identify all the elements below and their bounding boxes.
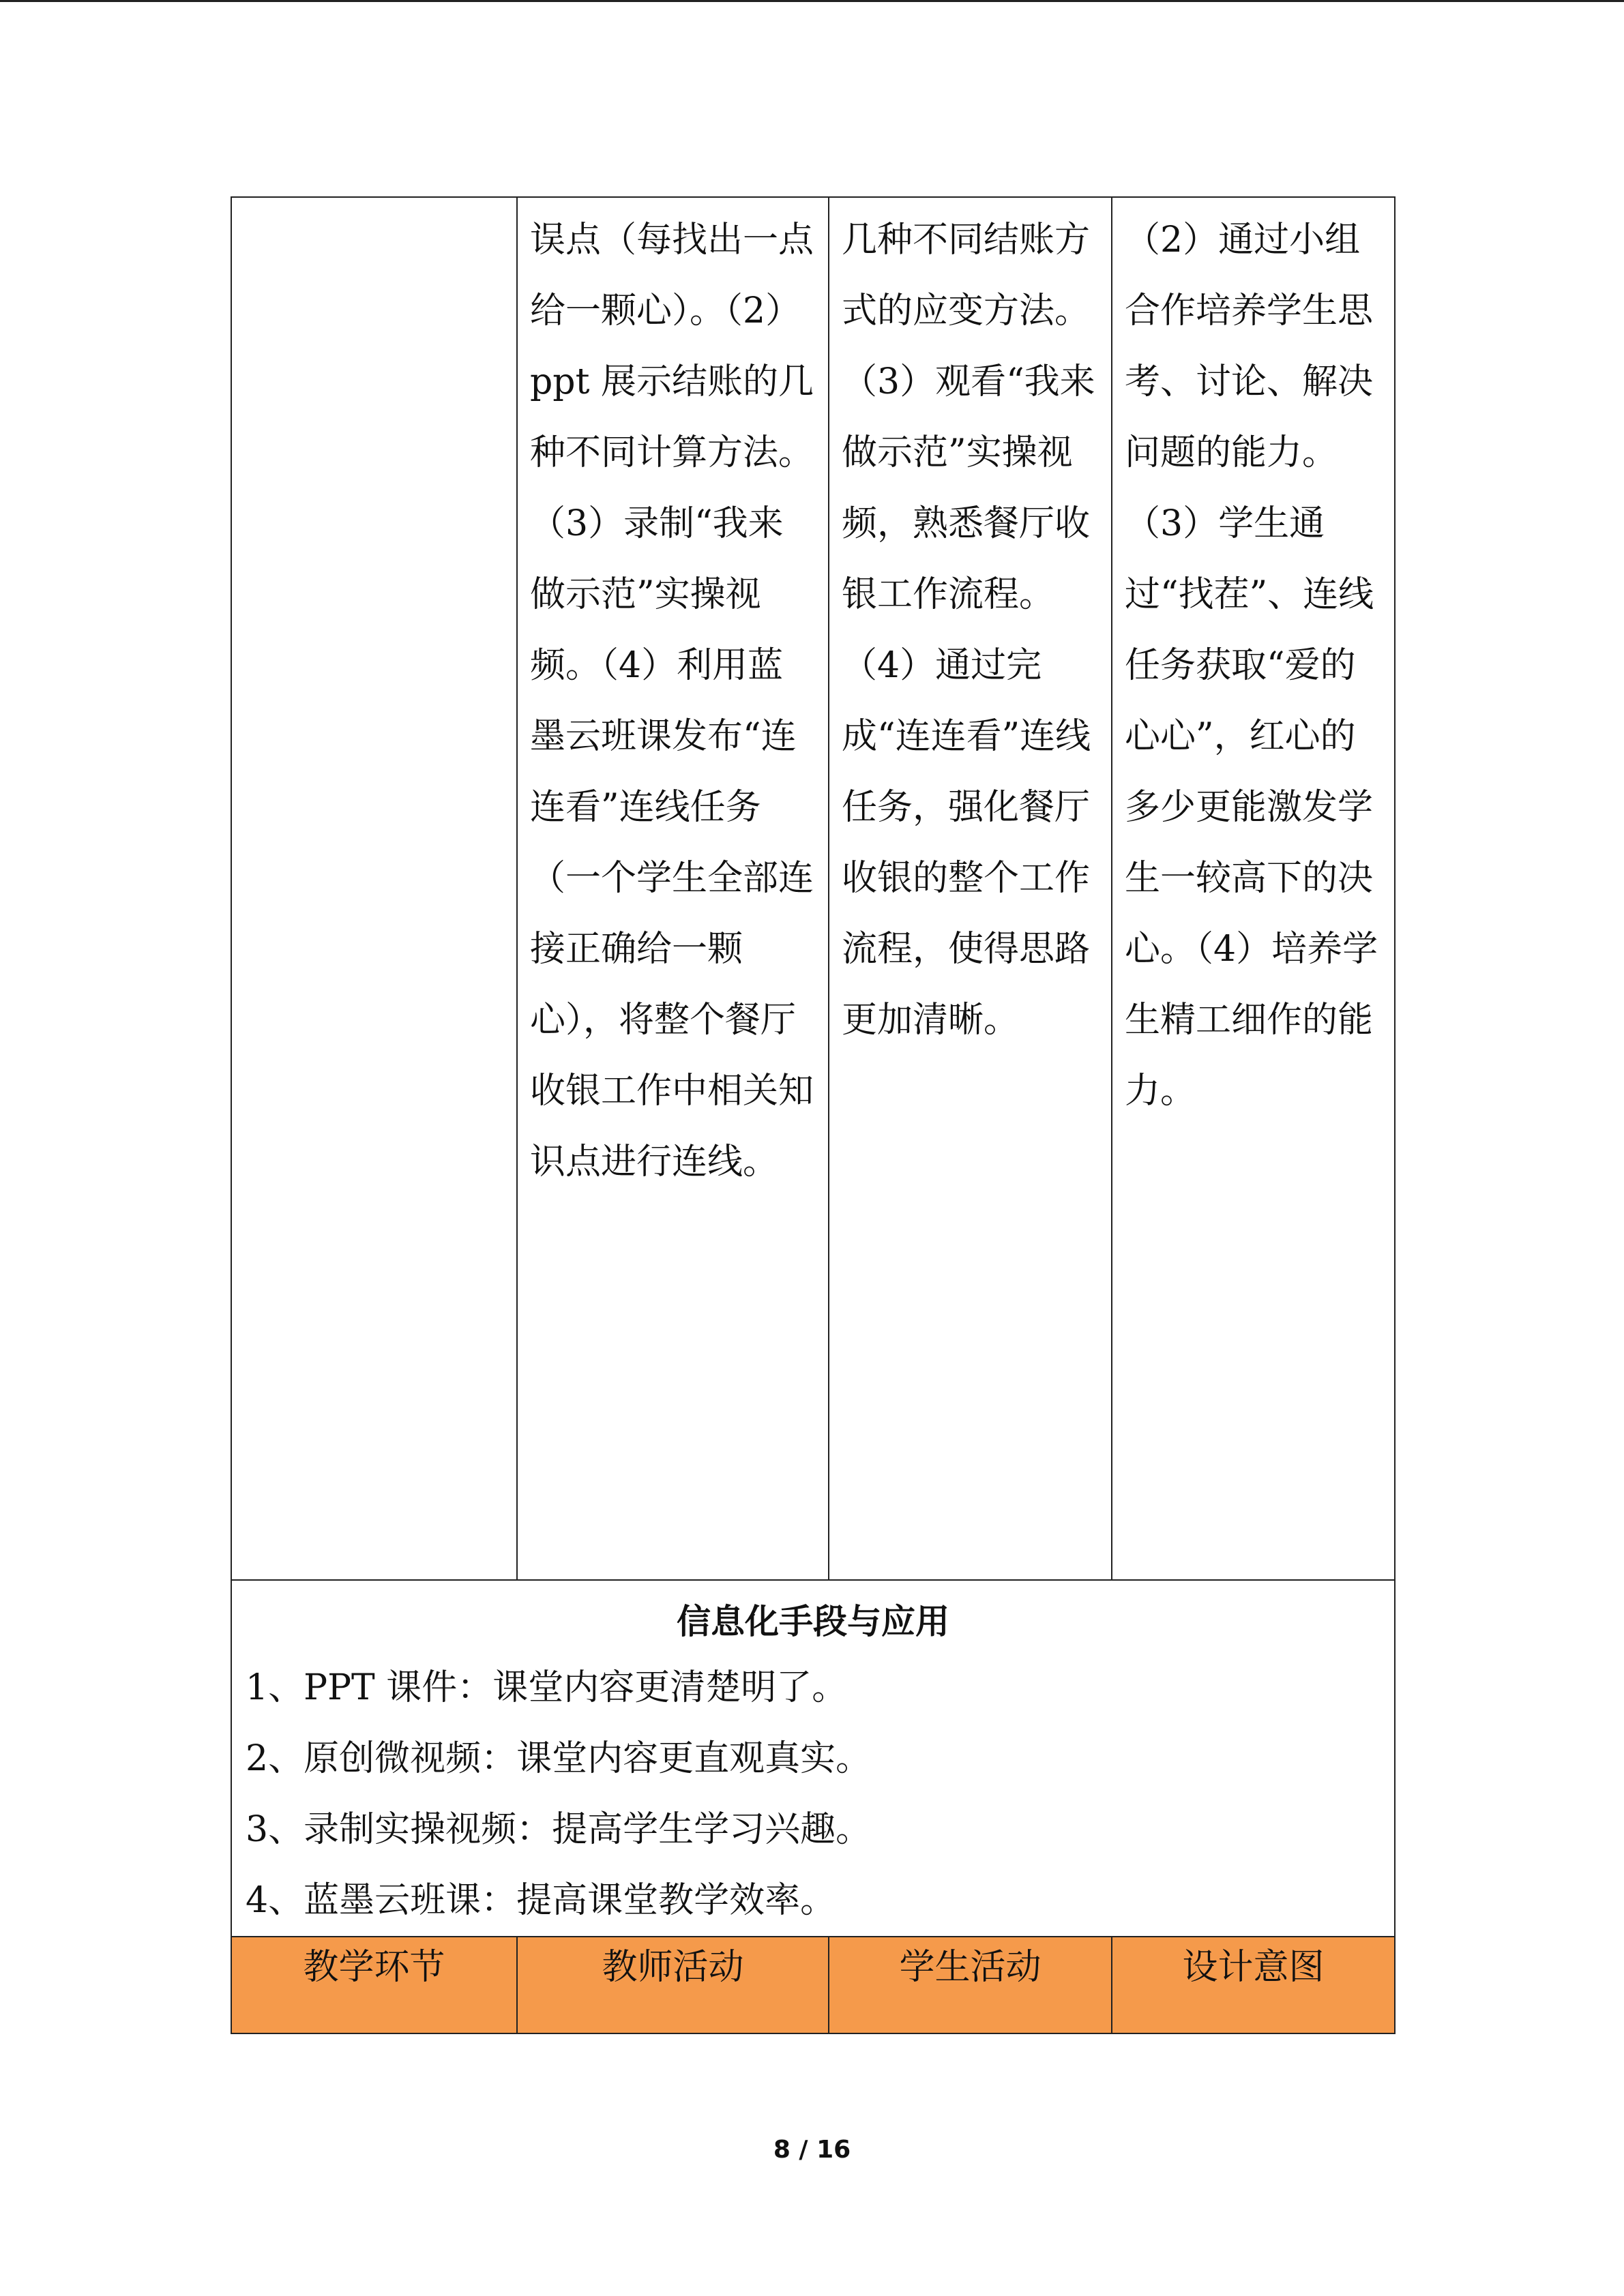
header-student-activity-label: 学生活动 <box>899 1947 1042 1988</box>
info-item: 1、PPT 课件：课堂内容更清楚明了。 <box>246 1667 848 1708</box>
info-item: 2、原创微视频：课堂内容更直观真实。 <box>246 1738 872 1779</box>
header-teacher-activity-label: 教师活动 <box>602 1947 744 1988</box>
student-activity-cell <box>829 197 1112 1580</box>
info-section-row <box>231 1580 1395 1937</box>
student-activity-text: 几种不同结账方式的应变方法。（3）观看“我来做示范”实操视频，熟悉餐厅收银工作流程。（4）通过完成“连连看”连线任务，强化餐厅收银的整个工作流程，使得思路更加清晰。 <box>842 220 1095 1041</box>
header-teaching-stage <box>231 1937 517 2033</box>
continuation-row <box>231 197 1395 1580</box>
info-item: 3、录制实操视频：提高学生学习兴趣。 <box>246 1809 872 1850</box>
info-section-heading: 信息化手段与应用 <box>677 1602 949 1641</box>
table-header-row <box>231 1937 1395 2033</box>
design-intent-text: （2）通过小组合作培养学生思考、讨论、解决问题的能力。（3）学生通过“找茬”、连线任务获取“爱的心心”，红心的多少更能激发学生一较高下的决心。（4）培养学生精工细作的能力。 <box>1125 220 1378 1112</box>
header-teaching-stage-label: 教学环节 <box>303 1947 445 1988</box>
teaching-stage-cell <box>231 197 517 1580</box>
teaching-stage-text <box>232 198 516 205</box>
info-item: 4、蓝墨云班课：提高课堂教学效率。 <box>246 1880 836 1921</box>
info-section-cell <box>231 1580 1395 1937</box>
header-design-intent <box>1112 1937 1395 2033</box>
teacher-activity-cell <box>517 197 829 1580</box>
header-teacher-activity <box>517 1937 829 2033</box>
lesson-plan-table <box>231 196 1396 2034</box>
header-student-activity <box>829 1937 1112 2033</box>
page-top-edge <box>0 0 1624 2</box>
teacher-activity-text: 误点（每找出一点给一颗心）。（2）ppt 展示结账的几种不同计算方法。（3）录制“我来做示范”实操视频。（4）利用蓝墨云班课发布“连连看”连线任务（一个学生全部连接正确给一颗心），将整个餐厅收银工作中相关知识点进行连线。 <box>530 220 814 1182</box>
design-intent-cell <box>1112 197 1395 1580</box>
header-design-intent-label: 设计意图 <box>1182 1947 1325 1988</box>
page-number: 8 / 16 <box>773 2136 851 2164</box>
